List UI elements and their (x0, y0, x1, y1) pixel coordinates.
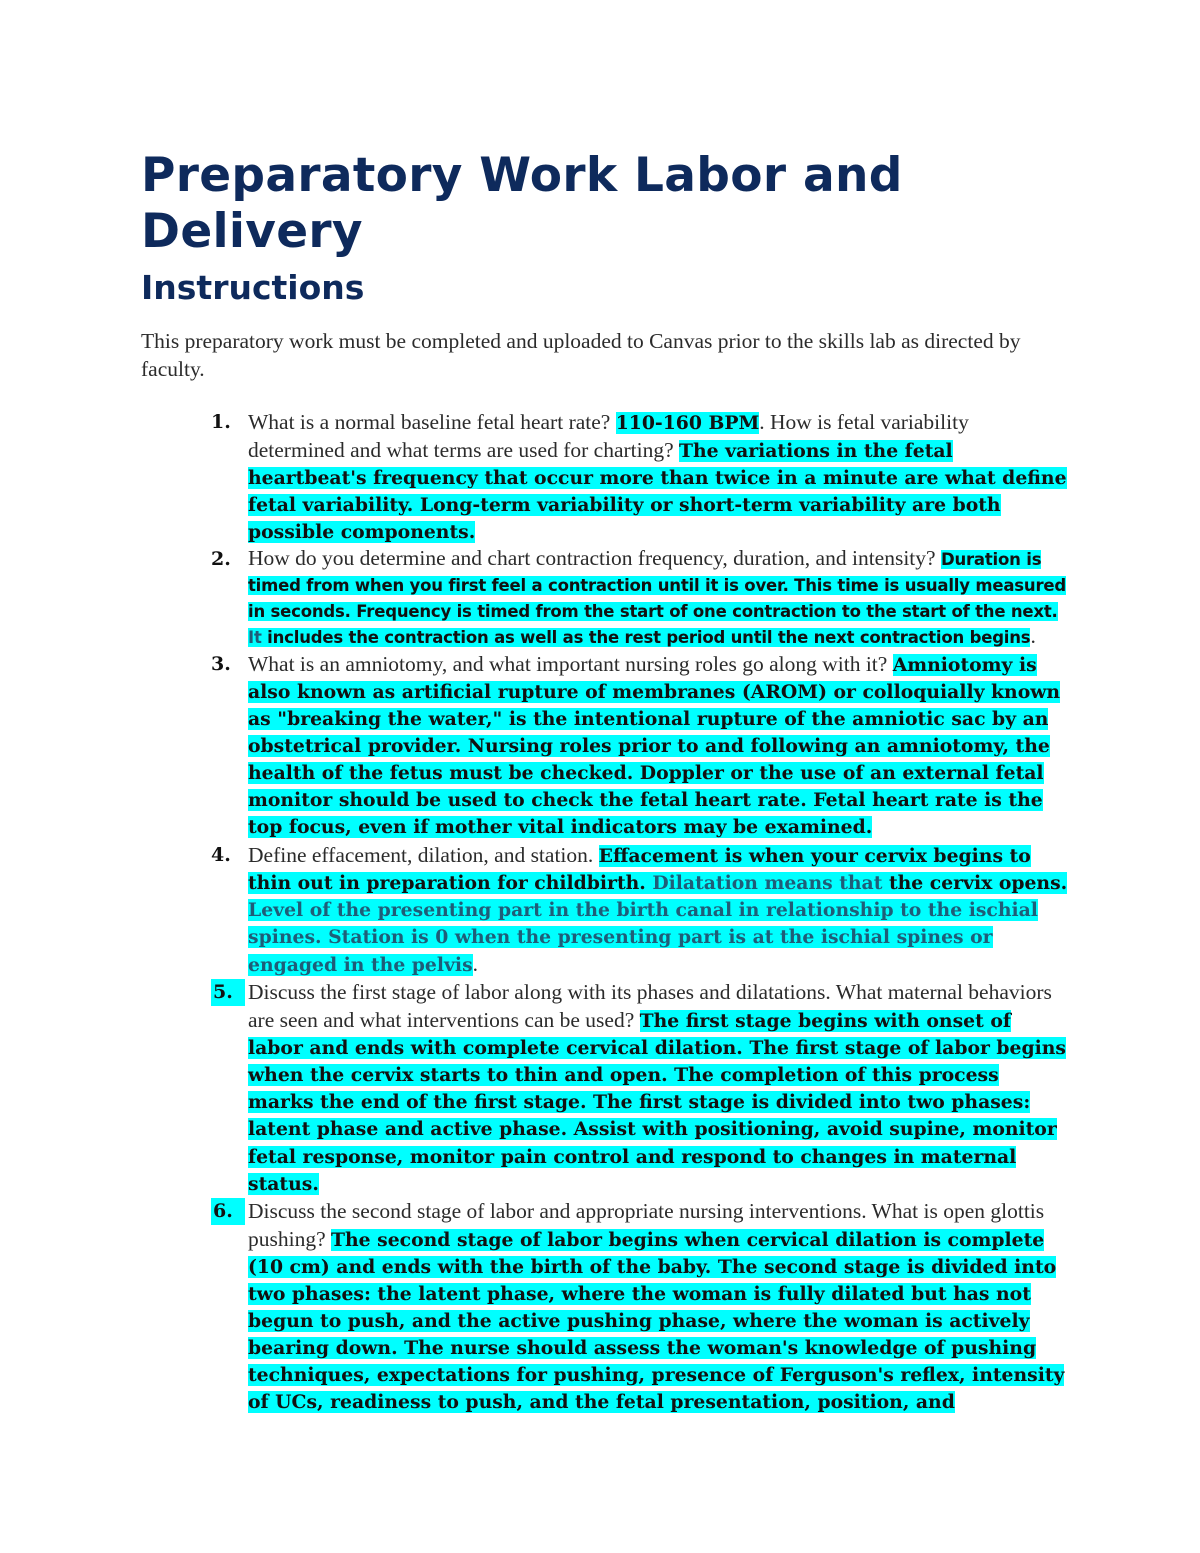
question-item-6 (0, 1198, 1200, 1417)
question-number: 2. (211, 548, 231, 571)
answer-text: The first stage begins with onset of labor and ends with complete cervical dilation. The first stage of labor begins when the cervix starts to thin and open. The completion of this process marks the end of the first stage. The first stage is divided into two phases: latent phase and active phase. Assist with positioning, avoid supine, monitor fetal response, monitor pain control and respond to changes in maternal status. (248, 1010, 1066, 1195)
question-prompt: How do you determine and chart contraction frequency, duration, and intensity? (248, 546, 941, 571)
question-item-5 (0, 979, 1200, 1198)
question-prompt: . (472, 951, 479, 976)
answer-text: Amniotomy is also known as artificial rupture of membranes (AROM) or colloquially known as "breaking the water," is the intentional rupture of the amniotic sac by an obstetrical provider. Nursing roles prior to and following an amniotomy, the health of the fetus must be checked. Doppler or the use of an external fetal monitor should be used to check the fetal heart rate. Fetal heart rate is the top focus, even if mother vital indicators may be examined. (248, 653, 1061, 839)
question-item-2 (0, 546, 1200, 650)
question-number: 5. (211, 979, 245, 1006)
question-number: 6. (211, 1198, 245, 1225)
answer-text: Effacement is when your cervix begins to thin out in preparation for childbirth. (248, 844, 1031, 894)
question-prompt: Discuss the first stage of labor along with its phases and dilatations. What maternal behaviors are seen and what interventions can be used? (248, 979, 1052, 1033)
question-prompt: . (1030, 624, 1036, 649)
answer-text: Duration is timed from when you first feel a contraction until it is over. This time is usually measured in seconds. Frequency is timed from the start of one contraction to the start of the next. (248, 550, 1066, 621)
answer-text: the cervix opens. (888, 871, 1068, 894)
question-text (248, 1198, 1068, 1417)
question-item-1 (0, 409, 1200, 546)
question-number: 4. (211, 843, 231, 866)
question-prompt: . How is fetal variability determined and what terms are used for charting? (248, 410, 969, 463)
question-text (248, 842, 1068, 979)
question-text (248, 979, 1068, 1198)
question-number: 3. (211, 652, 231, 675)
answer-text: 110-160 BPM (615, 412, 760, 434)
question-item-4 (0, 842, 1200, 979)
answer-text: includes the contraction as well as the rest period until the next contraction begins (261, 628, 1031, 648)
question-item-3 (0, 651, 1200, 842)
question-text (248, 546, 1068, 650)
answer-text-teal: Level of the presenting part in the birth canal in relationship to the ischial spines. Station is 0 when the presenting part is at the ischial spines or engaged in the pelvis (248, 898, 1038, 976)
question-list (0, 409, 1200, 1416)
intro-paragraph: This preparatory work must be completed and uploaded to Canvas prior to the skills lab as directed by faculty. (141, 329, 1021, 381)
question-number: 1. (211, 411, 231, 433)
question-text (248, 409, 1068, 546)
question-prompt: Discuss the second stage of labor and appropriate nursing interventions. What is open glottis pushing? (248, 1198, 1045, 1251)
question-prompt: What is a normal baseline fetal heart rate? (248, 410, 616, 434)
question-prompt: What is an amniotomy, and what important nursing roles go along with it? (248, 651, 893, 676)
answer-text-teal: Dilatation means that (652, 871, 889, 894)
document-title: Preparatory Work Labor and Delivery (141, 148, 903, 259)
answer-text-teal: It (248, 628, 262, 648)
answer-text: The second stage of labor begins when cervical dilation is complete (10 cm) and ends with the birth of the baby. The second stage is divided into two phases: the latent phase, where the woman is fully dilated but has not begun to push, and the active pushing phase, where the woman is actively bearing down. The nurse should assess the woman's knowledge of pushing techniques, expectations for pushing, presence of Ferguson's reflex, intensity of UCs, readiness to push, and the fetal presentation, position, and (248, 1228, 1065, 1414)
question-prompt: Define effacement, dilation, and station. (248, 842, 599, 867)
question-text (248, 651, 1068, 842)
instructions-heading: Instructions (141, 268, 365, 307)
answer-text: The variations in the fetal heartbeat's frequency that occur more than twice in a minute are what define fetal variability. Long-term variability or short-term variability are both possible components. (248, 440, 1067, 544)
